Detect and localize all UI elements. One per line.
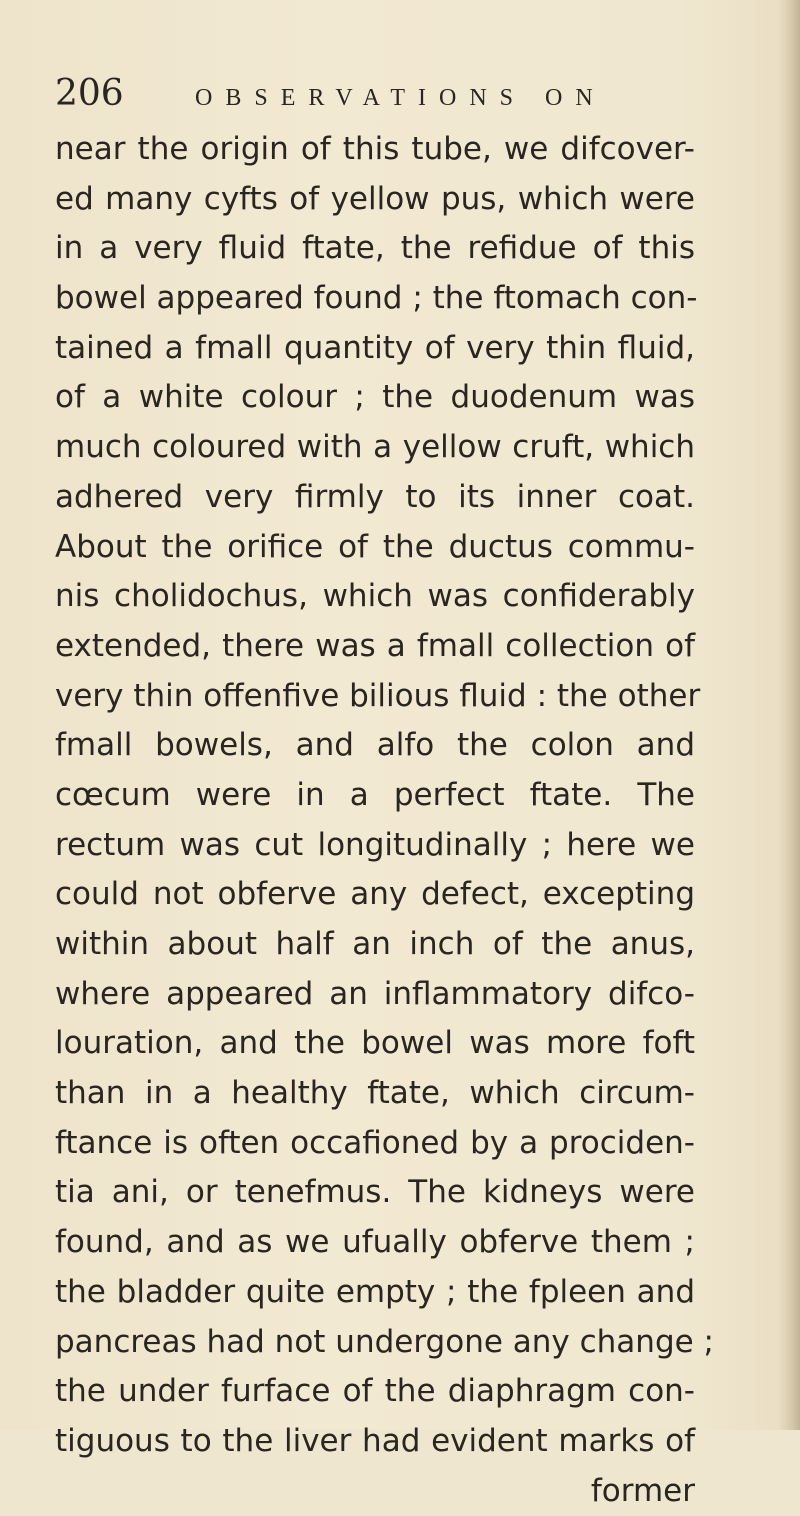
text-line: tiguous to the liver had evident marks of [55, 1422, 695, 1459]
text-line: nis cholidochus, which was confiderably [55, 578, 695, 615]
text-line: near the origin of this tube, we difcover- [55, 131, 695, 167]
text-line: within about half an inch of the anus, [55, 926, 695, 962]
text-line: pancreas had not undergone any change ; [55, 1323, 714, 1360]
text-line: the bladder quite empty ; the fpleen and [55, 1273, 695, 1310]
text-line: than in a healthy ftate, which circum- [55, 1075, 695, 1112]
catchword: former [590, 1472, 695, 1509]
text-line: adhered very firmly to its inner coat. [55, 478, 695, 515]
text-line: extended, there was a fmall collection of [55, 627, 695, 664]
text-line: About the orifice of the ductus commu- [55, 528, 695, 565]
text-line: rectum was cut longitudinally ; here we [55, 826, 695, 863]
text-line: bowel appeared found ; the ftomach con- [55, 280, 698, 317]
text-line: fmall bowels, and alfo the colon and [55, 727, 695, 764]
text-line: in a very fluid ftate, the refidue of this [55, 230, 695, 267]
page-edge [778, 0, 800, 1430]
text-line: where appeared an inflammatory difco- [55, 975, 695, 1012]
text-line: ed many cyfts of yellow pus, which were [55, 180, 695, 217]
text-line: much coloured with a yellow cruft, which [55, 429, 695, 466]
running-head: OBSERVATIONS ON [195, 85, 606, 111]
text-line: could not obferve any defect, excepting [55, 876, 695, 913]
page-number: 206 [55, 73, 124, 114]
text-line: of a white colour ; the duodenum was [55, 379, 695, 416]
text-line: very thin offenfive bilious fluid : the other [55, 677, 701, 714]
text-line: found, and as we ufually obferve them ; [55, 1224, 695, 1261]
text-line: cœcum were in a perfect ftate. The [55, 776, 695, 813]
text-line: the under furface of the diaphragm con- [55, 1373, 695, 1410]
text-line: tia ani, or tenefmus. The kidneys were [55, 1174, 695, 1211]
page-header [55, 72, 675, 122]
text-line: tained a fmall quantity of very thin fluid, [55, 329, 695, 366]
text-line: louration, and the bowel was more foft [55, 1025, 695, 1062]
text-line: ftance is often occafioned by a prociden- [55, 1124, 695, 1161]
body-text [55, 125, 714, 1516]
